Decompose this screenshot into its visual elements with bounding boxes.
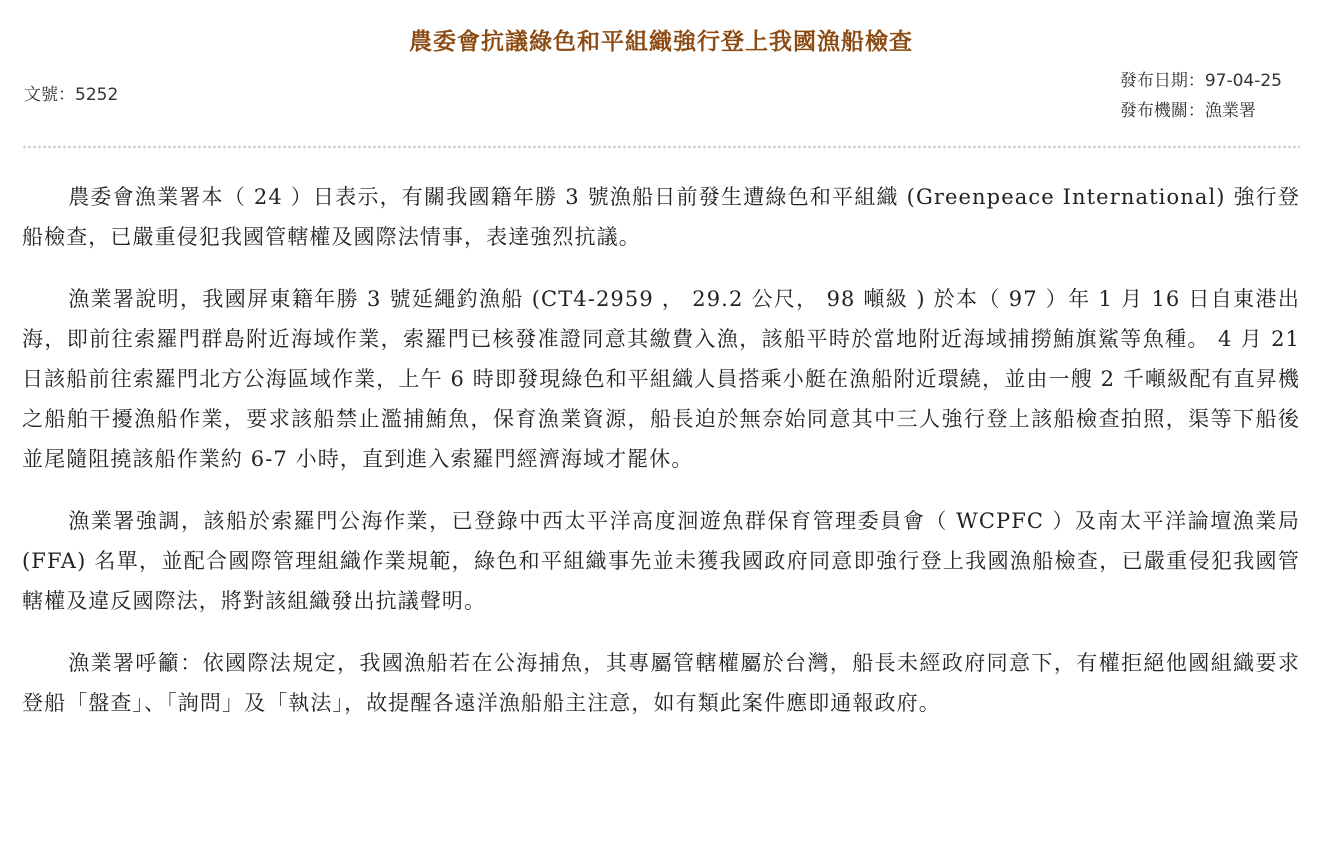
publish-meta [1120,66,1282,126]
document-number: 文號：5252 [24,85,119,105]
dotted-divider [22,145,1300,149]
publish-agency: 發布機關：漁業署 [1119,101,1256,121]
paragraph-2: 漁業署說明，我國屏東籍年勝 3 號延繩釣漁船 (CT4-2959 ， 29.2 公尺， 98 噸級 ) 於本（ 97 ）年 1 月 16 日自東港出海，即前往索羅門群島附近海域作業，索羅門已核發准證同意其繳費入漁，該船平時於當地附近海域捕撈鮪旗鯊等魚種。 4 月 21 日該船前往索羅門北方公海區域作業，上午 6 時即發現綠色和平組織人員搭乘小艇在漁船附近環繞，並由一艘 2 千噸級配有直昇機之船舶干擾漁船作業，要求該船禁止濫捕鮪魚，保育漁業資源，船長迫於無奈始同意其中三人強行登上該船檢查拍照，渠等下船後並尾隨阻撓該船作業約 6-7 小時，直到進入索羅門經濟海域才罷休。 [22,287,1300,471]
page-title: 農委會抗議綠色和平組織強行登上我國漁船檢查 [409,28,913,55]
paragraph-3: 漁業署強調，該船於索羅門公海作業，已登錄中西太平洋高度洄遊魚群保育管理委員會（ WCPFC ）及南太平洋論壇漁業局 (FFA) 名單，並配合國際管理組織作業規範，綠色和平組織事先並未獲我國政府同意即強行登上我國漁船檢查，已嚴重侵犯我國管轄權及違反國際法，將對該組織發出抗議聲明。 [22,509,1300,613]
paragraph-4: 漁業署呼籲：依國際法規定，我國漁船若在公海捕魚，其專屬管轄權屬於台灣，船長未經政府同意下，有權拒絕他國組織要求登船「盤查」、「詢問」及「執法」，故提醒各遠洋漁船船主注意，如有類此案件應即通報政府。 [22,651,1300,715]
publish-date: 發布日期：97-04-25 [1119,71,1282,91]
article-body [22,177,1300,745]
paragraph-1: 農委會漁業署本（ 24 ）日表示，有關我國籍年勝 3 號漁船日前發生遭綠色和平組織 (Greenpeace International) 強行登船檢查，已嚴重侵犯我國管轄權及國際法情事，表達強烈抗議。 [22,185,1300,249]
